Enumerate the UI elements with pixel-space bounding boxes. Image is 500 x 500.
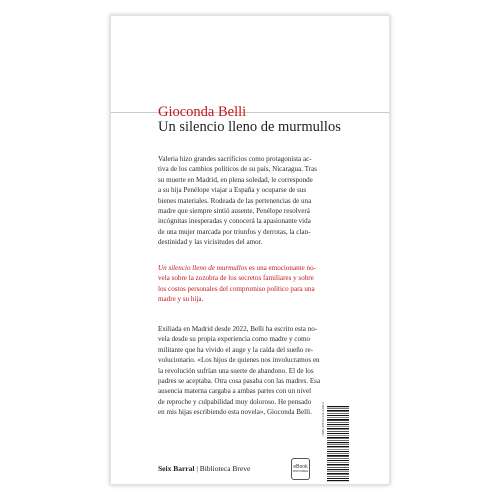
publisher-series: Biblioteca Breve (199, 464, 251, 473)
text-line: destinidad y las vicisitudes del amor. (158, 238, 263, 247)
barcode-icon (325, 404, 351, 484)
publisher-divider: | (196, 464, 198, 473)
horizontal-rule (111, 112, 389, 113)
text-line: volucionario. «Los hijos de quienes nos involucramos en (158, 356, 320, 365)
book-title: Un silencio lleno de murmullos (158, 119, 341, 135)
text-line: Exiliada en Madrid desde 2022, Belli ha escrito esta no- (158, 325, 318, 333)
text-line: a su hija Penélope viajar a España y ocuparse de sus (158, 186, 307, 195)
ebook-sublabel: DISPONIBLE (292, 470, 309, 473)
italic-title: Un silencio lleno de murmullos (158, 264, 248, 272)
text-line-rest: es una emocionante no- (247, 264, 317, 272)
text-line: padres se aceptaba. Otra cosa pasaba con las madres. Esa (158, 377, 321, 386)
text-line: incógnitas inesperadas y conocerá la apasionante vida (158, 217, 311, 226)
text-line: de reproche y culpabilidad muy doloroso. He pensado (158, 397, 312, 406)
text-line: militante que ha vivido el auge y la caída del sueño re- (158, 345, 314, 354)
text-line: en mis hijas escribiendo esta novela», Gioconda Belli. (158, 408, 312, 417)
text-line-first (158, 263, 358, 273)
publisher-name: Seix Barral (158, 464, 195, 473)
highlight-paragraph (158, 263, 358, 305)
text-line: madre y su hija. (158, 295, 204, 304)
text-line: madre que siempre sintió ausente, Penélope resolverá (158, 207, 310, 216)
text-line: de una mujer marcada por triunfos y derrotas, la clan- (158, 227, 311, 236)
text-line: la revolución sufrían una suerte de abandono. El de los (158, 366, 314, 375)
isbn-text: ISBN 978-84-322-4290-0 (321, 402, 325, 436)
text-line: tiva de los cambios políticos de su país, Nicaragua. Tras (158, 165, 317, 174)
text-line: vela desde su propia experiencia como madre y como (158, 335, 311, 344)
text-line: bienes materiales. Rodeada de las pertenencias de una (158, 196, 312, 205)
publisher-logo (158, 464, 250, 473)
author-name: Gioconda Belli (158, 104, 247, 120)
text-line: vela sobre la zozobra de los secretos familiares y sobre (158, 274, 314, 283)
text-line: Valeria hizo grandes sacrificios como protagonista ac- (158, 155, 312, 163)
ebook-badge-icon (291, 458, 310, 480)
text-line: su muerte en Madrid, en plena soledad, le corresponde (158, 175, 313, 184)
text-line: los costos personales del compromiso político para una (158, 284, 315, 293)
book-back-cover (110, 15, 390, 485)
synopsis-paragraph (158, 154, 358, 248)
ebook-label: eBook (293, 464, 308, 470)
text-line: ausencia materna cargaba a ambas partes con un nivel (158, 387, 312, 396)
